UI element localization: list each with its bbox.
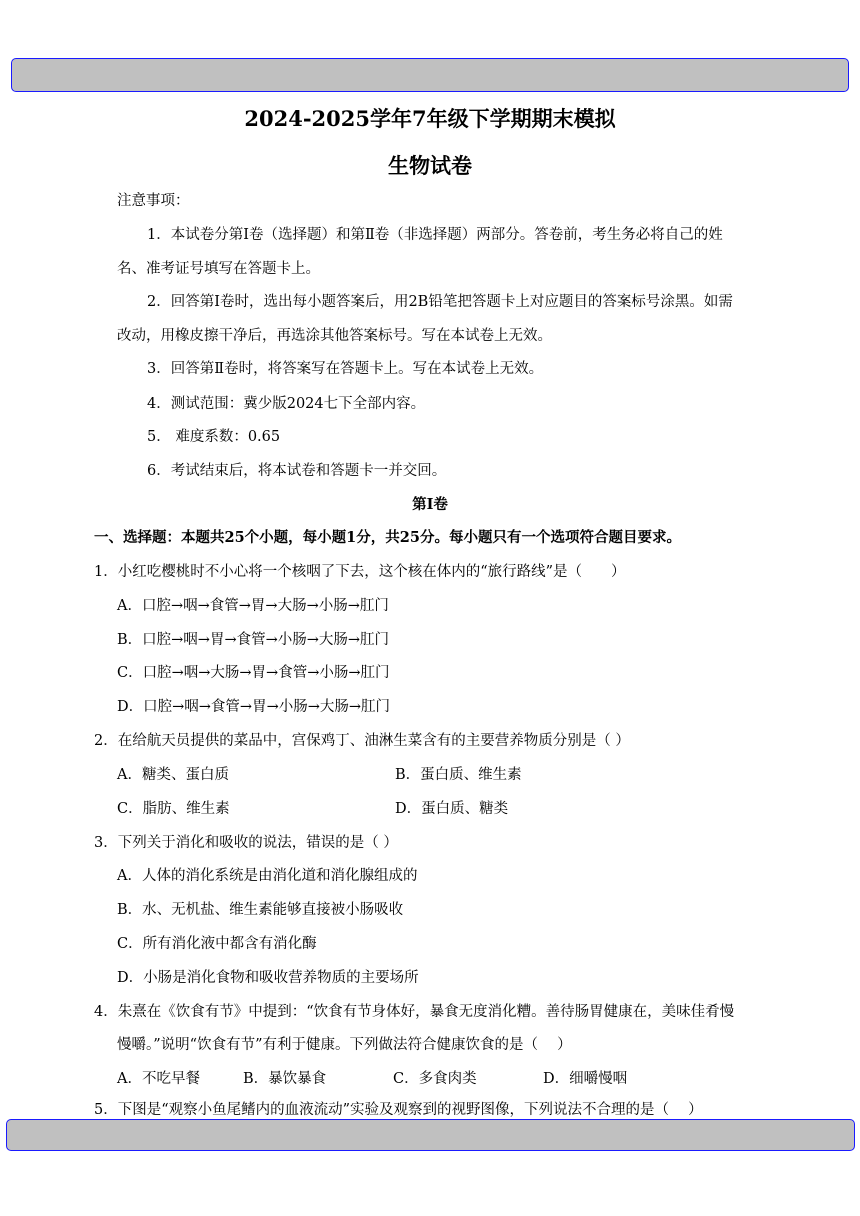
option: A．口腔→咽→食管→胃→大肠→小肠→肛门 [117,598,389,614]
exam-subtitle: 生物试卷 [388,153,472,178]
notice-line: 3．回答第Ⅱ卷时，将答案写在答题卡上。写在本试卷上无效。 [147,361,544,377]
option: D．小肠是消化食物和吸收营养物质的主要场所 [117,970,419,986]
question-stem: 1．小红吃樱桃时不小心将一个核咽了下去，这个核在体内的“旅行路线”是（ ） [94,564,626,580]
header-bar [11,58,849,92]
footer-bar [6,1119,855,1151]
option: C．脂肪、维生素 [117,801,230,817]
option: D．细嚼慢咽 [543,1071,628,1087]
notice-line: 1．本试卷分第Ⅰ卷（选择题）和第Ⅱ卷（非选择题）两部分。答卷前，考生务必将自己的姓 [147,227,723,243]
option: C．多食肉类 [393,1071,477,1087]
notice-line: 4．测试范围：冀少版2024七下全部内容。 [147,396,426,412]
question-stem: 3．下列关于消化和吸收的说法，错误的是（ ） [94,835,398,851]
exam-title: 2024-2025学年7年级下学期期末模拟 [244,106,616,131]
question-stem: 4．朱熹在《饮食有节》中提到：“饮食有节身体好，暴食无度消化糟。善待肠胃健康在，美味佳肴慢 [94,1004,735,1020]
question-stem-continued: 慢嚼。”说明“饮食有节”有利于健康。下列做法符合健康饮食的是（ ） [117,1037,572,1053]
option: C．口腔→咽→大肠→胃→食管→小肠→肛门 [117,665,390,681]
option: B．蛋白质、维生素 [395,767,522,783]
option: A．不吃早餐 [117,1071,200,1087]
notice-line: 6．考试结束后，将本试卷和答题卡一并交回。 [147,463,447,479]
option: A．糖类、蛋白质 [117,767,229,783]
section-title: 第Ⅰ卷 [412,496,448,513]
notice-line: 改动，用橡皮擦干净后，再选涂其他答案标号。写在本试卷上无效。 [117,328,552,344]
notice-line: 5． 难度系数：0.65 [147,429,281,445]
question-stem: 5．下图是“观察小鱼尾鳍内的血液流动”实验及观察到的视野图像，下列说法不合理的是（ ） [94,1102,703,1118]
notice-label: 注意事项： [117,193,190,209]
option: D．口腔→咽→食管→胃→小肠→大肠→肛门 [117,699,391,715]
part-heading: 一、选择题：本题共25个小题，每小题1分，共25分。每小题只有一个选项符合题目要求。 [94,529,681,546]
option: C．所有消化液中都含有消化酶 [117,936,317,952]
option: B．暴饮暴食 [243,1071,327,1087]
option: A．人体的消化系统是由消化道和消化腺组成的 [117,868,418,884]
question-stem: 2．在给航天员提供的菜品中，宫保鸡丁、油淋生菜含有的主要营养物质分别是（ ） [94,733,630,749]
notice-line: 名、准考证号填写在答题卡上。 [117,261,320,277]
option: B．口腔→咽→胃→食管→小肠→大肠→肛门 [117,632,390,648]
option: B．水、无机盐、维生素能够直接被小肠吸收 [117,902,404,918]
notice-line: 2．回答第Ⅰ卷时，选出每小题答案后，用2B铅笔把答题卡上对应题目的答案标号涂黑。如需 [147,294,733,310]
option: D．蛋白质、糖类 [395,801,509,817]
